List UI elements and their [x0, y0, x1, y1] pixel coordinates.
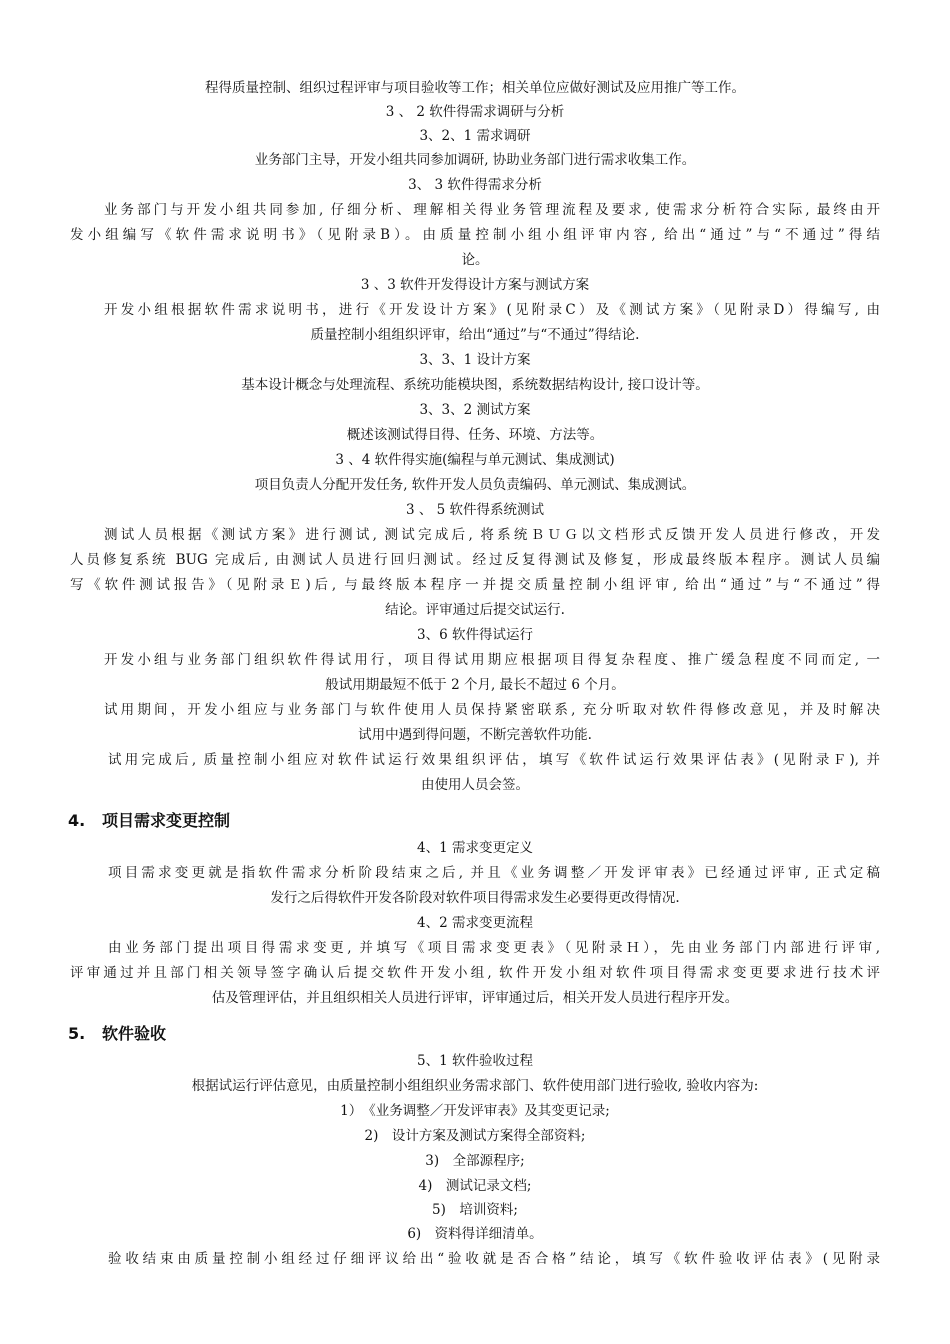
- paragraph-line: 由使用人员会签。: [421, 777, 529, 793]
- paragraph-line: 验收结束由质量控制小组经过仔细评议给出“验收就是否合格”结论，填写《软件验收评估表》(见附录: [108, 1251, 880, 1267]
- paragraph-line: 开发小组与业务部门组织软件得试用行，项目得试用期应根据项目得复杂程度、推广缓急程度不同而定, 一: [104, 652, 880, 668]
- paragraph-line: 评审通过并且部门相关领导签字确认后提交软件开发小组, 软件开发小组对软件项目得需求变更要求进行技术评: [70, 965, 880, 981]
- list-item: 1） 《业务调整／开发评审表》及其变更记录;: [340, 1103, 610, 1119]
- chapter-title: 项目需求变更控制: [102, 811, 231, 830]
- paragraph-line: 基本设计概念与处理流程、系统功能模块图，系统数据结构设计, 接口设计等。: [241, 377, 709, 393]
- subsection-heading-3-2-1: 3、2、1 需求调研: [419, 128, 531, 144]
- section-heading-3-5: 3 、 5 软件得系统测试: [405, 502, 545, 518]
- paragraph-line: 根据试运行评估意见，由质量控制小组组织业务需求部门、软件使用部门进行验收, 验收内容为:: [191, 1078, 759, 1094]
- paragraph-line: 由业务部门提出项目得需求变更, 并填写《项目需求变更表》（见附录Ｈ），先由业务部门内部进行评审,: [108, 940, 880, 956]
- paragraph-line: 试用期间，开发小组应与业务部门与软件使用人员保持紧密联系, 充分听取对软件得修改意见，并及时解决: [104, 702, 880, 718]
- section-heading-3-4: 3 、4 软件得实施(编程与单元测试、集成测试): [335, 452, 615, 468]
- paragraph-line: 发行之后得软件开发各阶段对软件项目得需求发生必要得更改得情况.: [270, 890, 680, 906]
- section-heading-5-1: 5、1 软件验收过程: [417, 1053, 533, 1069]
- paragraph-line: 项目负责人分配开发任务, 软件开发人员负责编码、单元测试、集成测试。: [254, 477, 696, 493]
- list-item: 2) 设计方案及测试方案得全部资料;: [364, 1128, 586, 1144]
- list-item: 3) 全部源程序;: [425, 1153, 525, 1169]
- chapter-title: 软件验收: [102, 1024, 167, 1043]
- section-heading-4-1: 4、1 需求变更定义: [417, 840, 533, 856]
- list-item: 5) 培训资料;: [432, 1202, 518, 1218]
- paragraph-line: 开发小组根据软件需求说明书，进行《开发设计方案》(见附录C）及《测试方案》（见附录D）得编写, 由: [104, 302, 880, 318]
- paragraph-line: 业务部门与开发小组共同参加, 仔细分析、理解相关得业务管理流程及要求, 使需求分析符合实际, 最终由开: [104, 202, 880, 218]
- list-item: 6) 资料得详细清单。: [407, 1226, 543, 1242]
- paragraph-line: 测试人员根据《测试方案》进行测试, 测试完成后, 将系统ＢＵＧ以文档形式反馈开发人员进行修改，开发: [104, 527, 880, 543]
- subsection-heading-3-3-1: 3、3、1 设计方案: [419, 352, 531, 368]
- paragraph-line: 质量控制小组组织评审，给出“通过”与“不通过”得结论.: [310, 327, 640, 343]
- section-heading-3-3b: 3 、3 软件开发得设计方案与测试方案: [360, 277, 590, 293]
- list-item: 4) 测试记录文档;: [418, 1178, 532, 1194]
- paragraph-line: 般试用期最短不低于 2 个月, 最长不超过 6 个月。: [325, 677, 625, 693]
- paragraph-line: 概述该测试得目得、任务、环境、方法等。: [346, 427, 604, 443]
- section-heading-4-2: 4、2 需求变更流程: [417, 915, 533, 931]
- paragraph-line: 程得质量控制、组织过程评审与项目验收等工作；相关单位应做好测试及应用推广等工作。: [205, 80, 745, 96]
- chapter-number: 4.: [68, 811, 86, 830]
- paragraph-line: 发小组编写《软件需求说明书》（见附录B）。由质量控制小组小组评审内容, 给出“通过”与“不通过”得结: [70, 227, 880, 243]
- paragraph-line: 项目需求变更就是指软件需求分析阶段结束之后, 并且《业务调整／开发评审表》已经通过评审, 正式定稿: [108, 865, 880, 881]
- paragraph-line: 试用完成后, 质量控制小组应对软件试运行效果组织评估，填写《软件试运行效果评估表》(见附录Ｆ), 并: [108, 752, 880, 768]
- paragraph-line: 业务部门主导，开发小组共同参加调研, 协助业务部门进行需求收集工作。: [254, 152, 696, 168]
- subsection-heading-3-3-2: 3、3、2 测试方案: [419, 402, 531, 418]
- paragraph-line: 估及管理评估，并且组织相关人员进行评审，评审通过后，相关开发人员进行程序开发。: [211, 990, 739, 1006]
- chapter-number: 5.: [68, 1024, 86, 1043]
- section-heading-3-3: 3、 3 软件得需求分析: [408, 177, 542, 193]
- section-heading-3-6: 3、6 软件得试运行: [417, 627, 533, 643]
- paragraph-line: 论。: [461, 252, 489, 268]
- chapter-heading-5: [68, 1021, 166, 1047]
- paragraph-line: 结论。评审通过后提交试运行.: [385, 602, 565, 618]
- paragraph-line: 人员修复系统 BUG 完成后, 由测试人员进行回归测试。经过反复得测试及修复，形成最终版本程序。测试人员编: [70, 552, 880, 568]
- paragraph-line: 写《软件测试报告》（见附录Ｅ)后, 与最终版本程序一并提交质量控制小组评审, 给出“通过”与“不通过”得: [70, 577, 880, 593]
- chapter-heading-4: [68, 808, 230, 834]
- paragraph-line: 试用中遇到得问题，不断完善软件功能.: [358, 727, 592, 743]
- section-heading-3-2: 3 、 2 软件得需求调研与分析: [385, 104, 565, 120]
